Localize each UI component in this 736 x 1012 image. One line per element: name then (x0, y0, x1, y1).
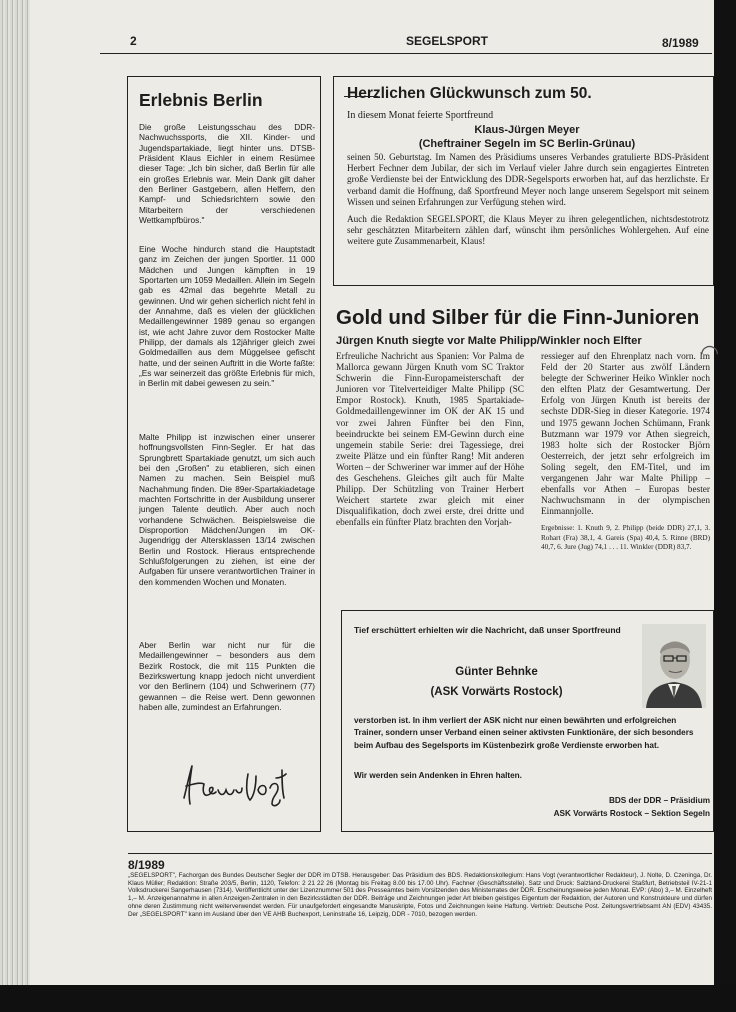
page-number: 2 (130, 34, 137, 48)
footer-issue: 8/1989 (128, 858, 165, 872)
greeting-body (347, 152, 709, 254)
greeting-role: (Cheftrainer Segeln im SC Berlin-Grünau) (418, 138, 636, 150)
book-spine (0, 0, 30, 1012)
greeting-intro: In diesem Monat feierte Sportfreund (347, 110, 494, 121)
obituary-honor-line: Wir werden sein Andenken in Ehren halten. (354, 771, 522, 780)
header-rule (100, 53, 712, 54)
title-strike-mark (344, 96, 378, 97)
editorial-paragraph: Aber Berlin war nicht nur für die Medaillengewinner – besonders aus dem Bezirk Rostock, die mit 115 Punkten die Bezirkswertung knapp jedoch nicht unverdient vor den Berlinern (104) und Schwerinern (77) gewannen – die Reise wert. Denn gewonnen haben alle, zumindest an Erfahrungen. (139, 640, 315, 713)
greeting-name: Klaus-Jürgen Meyer (474, 124, 580, 136)
editor-signature (180, 760, 290, 810)
imprint-text: „SEGELSPORT", Fachorgan des Bundes Deutscher Segler der DDR im DTSB. Herausgeber: Das Präsidium des BDS. Redaktionskollegium: Hans Vogt (verantwortlicher Redakteur), J. Nolte, D. Czeninga, Dr. Klaus Müller; Redaktion: Straße 203/5, Berlin, 1120, Telefon: 2 21 22 26 (Montag bis Freitag 8.00 bis 17.00 Uhr). Fachner (Geschäftsstelle). Satz und Druck: Salzland-Druckerei Staßfurt, Betriebsteil IV-21-1 Volksdruckerei Sangerhausen (7314). Veröffentlicht unter der Lizenznummer 501 des Presseamtes beim Vorsitzenden des Ministerrates der DDR. Erscheinungsweise jeden Monat. EVP: (Abo) 3,– M. Einzelheft 1,– M. Anzeigenannahme in allen Anzeigen-Zentralen in den Bezirksstädten der DDR. Beiträge und Zeichnungen jeder Art bleiben geistiges Eigentum der Redaktion, der Autoren und Konstrukteure und dürfen ohne deren Zustimmung nicht weiterverwendet werden. Für unaufgefordert eingesandte Manuskripte, Fotos und Zeichnungen keine Haftung. Vertrieb: Deutsche Post. Zeitungsvertriebsamt AN (EDV) 43435. Der „SEGELSPORT" kann im Ausland über den VE AHB Buchexport, Leninstraße 16, Leipzig, DDR - 7010, bezogen werden. (128, 872, 712, 918)
obituary-name: Günter Behnke (455, 666, 538, 678)
obituary-intro: Tief erschüttert erhielten wir die Nachricht, daß unser Sportfreund (354, 625, 621, 635)
portrait-photo (642, 624, 706, 708)
finn-column-2 (541, 352, 710, 553)
finn-paragraph: Erfreuliche Nachricht aus Spanien: Vor Palma de Mallorca gewann Jürgen Knuth vom SC Traktor Schwerin die Finn-Europameisterschaft der Junioren vor Titelverteidiger Malte Philipp (SC Empor Rostock). Knuth, 1985 Spartakiade-Goldmedaillengewinner im OK der AK 15 und vor zwei Jahren Fünfter bei den Finn, beeindruckte bei seinem EM-Gewinn durch eine ungemein stabile Serie: drei Tagessiege, drei zweite Plätze und ein fünfter Rang! Mit anderen Worten – der Schweriner war immer auf der Höhe des Geschehens. Gleiches gilt auch für Malte Philipp. Der Schützling von Trainer Herbert Weichert startete zwar gleich mit einer Disqualifikation, doch zwei erste, drei dritte und ebenfalls ein fünfter Platz brachten den Vorjah- (336, 352, 524, 529)
magazine-name: SEGELSPORT (406, 34, 489, 48)
finn-subheadline: Jürgen Knuth siegte vor Malte Philipp/Winkler noch Elfter (336, 335, 642, 347)
greeting-paragraph: seinen 50. Geburtstag. Im Namen des Präsidiums unseres Verbandes gratulierte BDS-Präsident Herbert Fechner dem Jubilar, der sich im Verlauf vieler Jahre durch sein engagiertes Eintreten große Verdienste bei der Entwicklung des DDR-Segelsports erworben hat, auf das herzlichste. Er verband damit die Hoffnung, daß Sportfreund Meyer noch lange unserem Segelsport mit seinem Wissen und seinen Erfahrungen zur Verfügung stehen wird. (347, 152, 709, 207)
finn-headline: Gold und Silber für die Finn-Junioren (336, 306, 700, 329)
editorial-title: Erlebnis Berlin (139, 90, 263, 110)
page-curl-mark: ◠ (700, 340, 720, 365)
greeting-title: Herzlichen Glückwunsch zum 50. (347, 85, 592, 102)
header-issue: 8/1989 (662, 36, 699, 50)
obituary-club: (ASK Vorwärts Rostock) (430, 686, 563, 698)
obituary-signature-ask: ASK Vorwärts Rostock – Sektion Segeln (553, 809, 710, 818)
scan-edge-bottom (0, 985, 736, 1012)
finn-results: Ergebnisse: 1. Knuth 9, 2. Philipp (beide DDR) 27,1, 3. Rohart (Fra) 38,1, 4. Gareis (Spa) 40,4, 5. Rinne (BRD) 40,7, 6. Jure (Jug) 74,1 . . . 11. Winkler (DDR) 83,7. (541, 524, 710, 552)
greeting-paragraph: Auch die Redaktion SEGELSPORT, die Klaus Meyer zu ihren gelegentlichen, nichtsdestotrotz sehr geschätzten Mitarbeitern zählen darf, wünscht ihm persönliches Wohlergehen. Auf eine weitere gute Zusammenarbeit, Klaus! (347, 214, 709, 247)
obituary-signature-bds: BDS der DDR – Präsidium (608, 796, 710, 805)
obituary-body: verstorben ist. In ihm verliert der ASK nicht nur einen bewährten und erfolgreichen Trainer, sondern unser Verband einen seiner aktivsten Funktionäre, der sich besonders beim Aufbau des Segelsports im Küstenbezirk große Verdienste erworben hat. (354, 716, 694, 750)
editorial-paragraph: Eine Woche hindurch stand die Hauptstadt ganz im Zeichen der jungen Sportler. 11 000 Mädchen und Jungen kämpften in 19 Sportarten um 1059 Medaillen. Allein im Segeln gab es 42mal das begehrte Metall zu gewinnen. Und wir gehen sicherlich nicht fehl in der Annahme, daß es vielen der glücklichen Medaillengewinner 1989 genau so ergangen ist, wie acht Jahre zuvor dem Rostocker Malte Philipp, der damals als 12jähriger gleich zwei Goldmedaillen aus dem Müggelsee gefischt hatte, und der seinen Auftritt in die Worte faßte: „Es war seinerzeit das größte Erlebnis für mich, in Berlin mit dabei gewesen zu sein." (139, 244, 315, 389)
scan-edge-right (714, 0, 736, 1012)
footer-rule (128, 853, 712, 854)
editorial-paragraph: Die große Leistungsschau des DDR-Nachwuchssports, die XII. Kinder- und Jugendspartakiade, liegt hinter uns. DTSB-Präsident Klaus Eichler in einem Resümee dieser Tage: „Ich bin sicher, daß Berlin für alle ein großes Erlebnis war. Mein Dank gilt daher den Berliner Gastgebern, allen Helfern, den Kampf- und Schiedsrichtern sowie den Mitarbeitern der verschiedenen Wettkampfbüros." (139, 122, 315, 226)
editorial-paragraph: Malte Philipp ist inzwischen einer unserer hoffnungsvollsten Finn-Segler. Er hat das Sprungbrett Spartakiade genutzt, um sich auch bei den „Großen" zu etablieren, sich einen Namen zu machen. Sein Beispiel muß Nachahmung finden. Die 89er-Spartakiadetage machten Fortschritte in der Ausbildung unserer jungen Talente deutlich. Aber auch noch vorhandene Schwächen. Beispielsweise die Disproportion Mädchen/Jungen im OK-Jugendrigg der Altersklassen 13/14 zwischen Berlin und Rostock. Hieraus entsprechende Schlußfolgerungen zu ziehen, ist eine der Aufgaben für unsere verantwortlichen Trainer in den kommenden Wochen und Monaten. (139, 432, 315, 587)
finn-column-1 (336, 352, 524, 530)
finn-paragraph: ressieger auf den Ehrenplatz nach vorn. Im Feld der 20 Starter aus zwölf Ländern belegte der Schweriner Heiko Winkler noch den elften Platz der Gesamtwertung. Der Erfolg von Jürgen Knuth ist bereits der sechste DDR-Sieg in dieser Kategorie. 1974 und 1975 gewann Jochen Schümann, Frank Butzmann war 1979 vor Athen siegreich, 1983 holte sich der Rostocker Björn Oesterreich, der jetzt sehr erfolgreich im Soling segelt, den EM-Titel, und im vergangenen Jahr war Malte Philipp – ebenfalls vor Athen – Europas bester Nachwuchsmann in der olympischen Einmannjolle. (541, 352, 710, 518)
